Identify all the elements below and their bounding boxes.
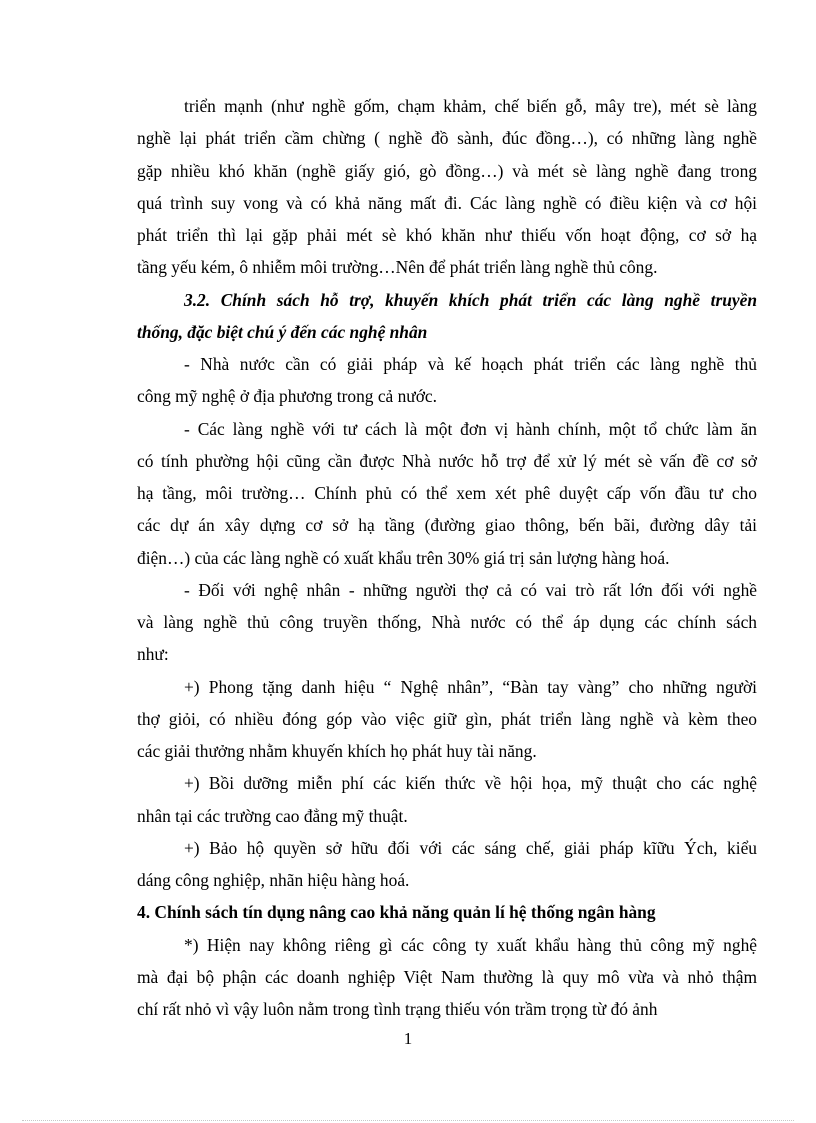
paragraph-line: - Các làng nghề với tư cách là một đơn vị hành chính, một tổ chức làm ăn xyxy=(184,419,757,439)
paragraph-line: nghề lại phát triển cầm chừng ( nghề đồ sành, đúc đồng…), có những làng nghề xyxy=(137,128,757,148)
paragraph-line: gặp nhiều khó khăn (nghề giấy gió, gò đồng…) và mét sè làng nghề đang trong xyxy=(137,161,757,181)
paragraph-line: - Đối với nghệ nhân - những người thợ cả có vai trò rất lớn đối với nghề xyxy=(184,580,757,600)
paragraph-line: điện…) của các làng nghề có xuất khẩu trên 30% giá trị sản lượng hàng hoá. xyxy=(137,548,670,568)
paragraph-line: dáng công nghiệp, nhãn hiệu hàng hoá. xyxy=(137,870,410,890)
paragraph-line: +) Phong tặng danh hiệu “ Nghệ nhân”, “Bàn tay vàng” cho những người xyxy=(184,677,757,697)
paragraph-line: công mỹ nghệ ở địa phương trong cả nước. xyxy=(137,386,437,406)
paragraph-line: quá trình suy vong và có khả năng mất đi. Các làng nghề có điều kiện và cơ hội xyxy=(137,193,757,213)
paragraph-line: *) Hiện nay không riêng gì các công ty xuất khẩu hàng thủ công mỹ nghệ xyxy=(184,935,757,955)
section-heading-4: 4. Chính sách tín dụng nâng cao khả năng quản lí hệ thống ngân hàng xyxy=(137,902,656,922)
paragraph-line: - Nhà nước cần có giải pháp và kế hoạch phát triển các làng nghề thủ xyxy=(184,354,757,374)
paragraph-line: các giải thưởng nhằm khuyến khích họ phát huy tài năng. xyxy=(137,741,537,761)
section-heading-3-2-cont: thống, đặc biệt chú ý đến các nghệ nhân xyxy=(137,322,428,342)
paragraph-line: chí rất nhỏ vì vậy luôn nằm trong tình trạng thiếu vón trầm trọng từ đó ảnh xyxy=(137,999,658,1019)
paragraph-line: tầng yếu kém, ô nhiễm môi trường…Nên để phát triển làng nghề thủ công. xyxy=(137,257,658,277)
paragraph-line: +) Bảo hộ quyền sở hữu đối với các sáng chế, giải pháp kĩữu Ých, kiểu xyxy=(184,838,757,858)
paragraph-line: triển mạnh (như nghề gốm, chạm khảm, chế biến gỗ, mây tre), mét sè làng xyxy=(184,96,757,116)
paragraph-line: +) Bồi dưỡng miễn phí các kiến thức về hội họa, mỹ thuật cho các nghệ xyxy=(184,773,757,793)
paragraph-line: như: xyxy=(137,644,169,664)
paragraph-line: mà đại bộ phận các doanh nghiệp Việt Nam thường là quy mô vừa và nhỏ thậm xyxy=(137,967,757,987)
paragraph-line: và làng nghề thủ công truyền thống, Nhà nước có thể áp dụng các chính sách xyxy=(137,612,757,632)
paragraph-line: có tính phường hội cũng cần được Nhà nước hỗ trợ để xử lý mét sè vấn đề cơ sở xyxy=(137,451,757,471)
paragraph-line: phát triển thì lại gặp phải mét sè khó khăn như thiếu vốn hoạt động, cơ sở hạ xyxy=(137,225,757,245)
page-bottom-divider xyxy=(22,1120,794,1121)
paragraph-line: các dự án xây dựng cơ sở hạ tầng (đường giao thông, bến bãi, đường dây tải xyxy=(137,515,757,535)
paragraph-line: thợ giỏi, có nhiều đóng góp vào việc giữ gìn, phát triển làng nghề và kèm theo xyxy=(137,709,757,729)
page-number: 1 xyxy=(403,1029,413,1048)
paragraph-line: hạ tầng, môi trường… Chính phủ có thể xem xét phê duyệt cấp vốn đầu tư cho xyxy=(137,483,757,503)
section-heading-3-2: 3.2. Chính sách hỗ trợ, khuyến khích phát triển các làng nghề truyền xyxy=(184,290,757,310)
paragraph-line: nhân tại các trường cao đẳng mỹ thuật. xyxy=(137,806,408,826)
